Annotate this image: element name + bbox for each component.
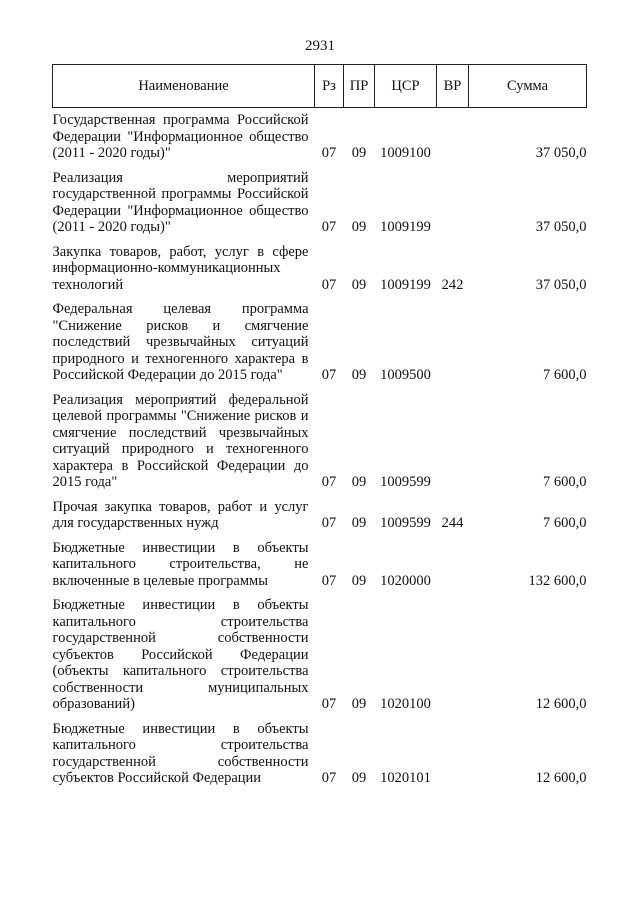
row-sum: 132 600,0 <box>528 572 587 589</box>
row-rz: 07 <box>321 367 337 383</box>
row-rz: 07 <box>321 770 337 786</box>
row-vr <box>437 108 469 166</box>
row-sum: 7 600,0 <box>543 474 587 490</box>
row-sum: 37 050,0 <box>535 219 587 235</box>
row-sum: 37 050,0 <box>535 145 587 161</box>
row-csr: 1020000 <box>380 572 431 589</box>
row-pr: 09 <box>351 367 367 383</box>
row-name: Прочая закупка товаров, работ и услуг для государственных нужд <box>52 498 309 531</box>
row-vr: 242 <box>441 276 464 293</box>
table-row <box>53 108 587 166</box>
row-csr: 1020100 <box>380 696 431 712</box>
row-rz: 07 <box>321 474 337 490</box>
row-pr: 09 <box>351 474 367 490</box>
row-sum: 7 600,0 <box>543 367 587 383</box>
row-pr: 09 <box>351 515 367 531</box>
row-rz: 07 <box>321 572 337 589</box>
table-row <box>53 166 587 240</box>
row-csr: 1009199 <box>380 219 431 235</box>
row-rz: 07 <box>321 145 337 161</box>
row-sum: 7 600,0 <box>543 515 587 531</box>
header-sum: Сумма <box>469 65 587 108</box>
row-rz: 07 <box>321 219 337 235</box>
table-row <box>53 717 587 791</box>
row-name: Федеральная целевая программа "Снижение рисков и смягчение последствий чрезвычайных ситуаций природного и техногенного характера в Российской Федерации до 2015 года" <box>52 301 309 383</box>
row-name: Реализация мероприятий государственной программы Российской Федерации "Информационное общество (2011 - 2020 годы)" <box>52 169 309 235</box>
row-csr: 1009599 <box>380 474 431 490</box>
row-pr: 09 <box>351 696 367 712</box>
row-sum: 12 600,0 <box>535 696 587 712</box>
row-name: Реализация мероприятий федеральной целевой программы "Снижение рисков и смягчение последствий чрезвычайных ситуаций природного и техногенного характера в Российской Федерации до 2015 года" <box>52 391 309 490</box>
row-pr: 09 <box>351 770 367 786</box>
header-rz: Рз <box>315 65 344 108</box>
header-pr: ПР <box>344 65 375 108</box>
table-row <box>53 297 587 388</box>
row-pr: 09 <box>351 219 367 235</box>
budget-table <box>52 64 587 791</box>
row-name: Бюджетные инвестиции в объекты капитального строительства государственной собственности субъектов Российской Федерации (объекты капитального строительства собственности муниципальных образований) <box>52 597 309 712</box>
row-name: Бюджетные инвестиции в объекты капитального строительства, не включенные в целевые программы <box>52 539 309 589</box>
table-row <box>53 536 587 594</box>
row-vr <box>437 593 469 717</box>
row-vr <box>437 297 469 388</box>
row-csr: 1009500 <box>380 367 431 383</box>
row-csr: 1020101 <box>380 770 431 786</box>
page-number: 2931 <box>305 38 335 54</box>
table-row <box>53 240 587 298</box>
header-name: Наименование <box>53 65 315 108</box>
row-pr: 09 <box>351 145 367 161</box>
row-csr: 1009599 <box>380 515 431 531</box>
table-row <box>53 593 587 717</box>
row-rz: 07 <box>321 276 337 293</box>
row-sum: 12 600,0 <box>535 770 587 786</box>
row-vr <box>437 717 469 791</box>
row-name: Закупка товаров, работ, услуг в сфере информационно-коммуникационных технологий <box>52 243 309 293</box>
row-vr <box>437 536 469 594</box>
header-csr: ЦСР <box>375 65 437 108</box>
header-vr: ВР <box>437 65 469 108</box>
row-rz: 07 <box>321 515 337 531</box>
row-name: Бюджетные инвестиции в объекты капитального строительства государственной собственности субъектов Российской Федерации <box>52 720 309 786</box>
row-csr: 1009100 <box>380 145 431 161</box>
table-row <box>53 495 587 536</box>
table-row <box>53 388 587 495</box>
row-pr: 09 <box>351 572 367 589</box>
row-vr: 244 <box>441 515 464 531</box>
row-name: Государственная программа Российской Федерации "Информационное общество (2011 - 2020 годы)" <box>52 112 309 161</box>
table-header-row <box>53 65 587 108</box>
row-pr: 09 <box>351 276 367 293</box>
row-sum: 37 050,0 <box>535 276 587 293</box>
row-csr: 1009199 <box>380 276 431 293</box>
row-vr <box>437 166 469 240</box>
row-rz: 07 <box>321 696 337 712</box>
row-vr <box>437 388 469 495</box>
